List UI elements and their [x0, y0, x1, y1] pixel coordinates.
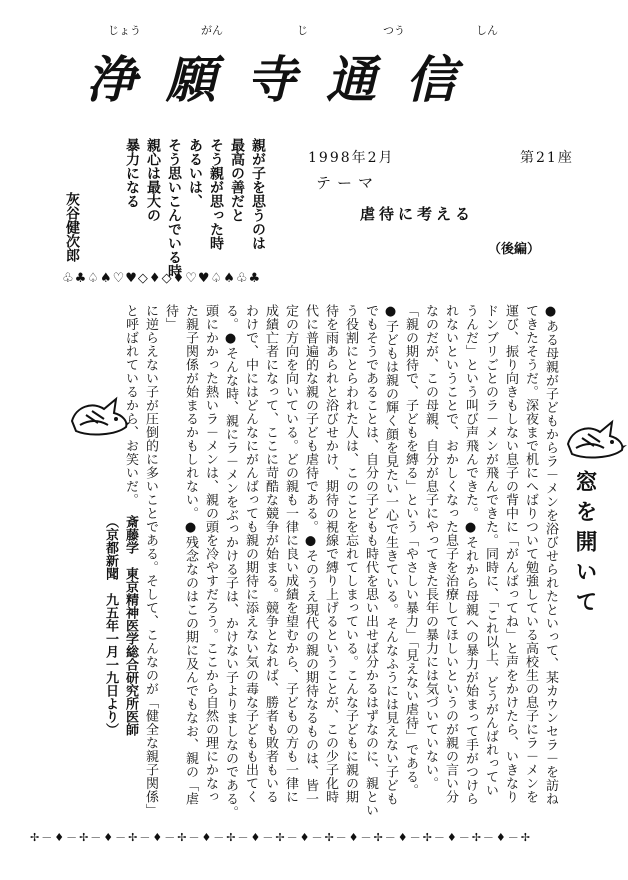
- body-line-6: れないということで、おかしくなった息子を治療してほしいというのが親の言い分: [443, 304, 458, 804]
- furigana-5: しん: [476, 24, 498, 37]
- furigana-1: じょう: [108, 24, 141, 37]
- poem-line-5: そう思いこんでいる時: [166, 138, 182, 278]
- column-title: 窓を開いて: [572, 470, 598, 620]
- body-line-4: ドンブリごとのラ－メンが飛んできた。同時に、「これ以上、どうがんばれってい: [483, 304, 498, 797]
- furigana-4: つう: [383, 24, 405, 37]
- suits-row: ♧♣♤♠♡♥◇♦◇♦♡♥♤♠♧♣: [62, 271, 262, 286]
- body-line-5: うんだ」という叫び声飛んできた。●それから母親への暴力が始まって手がつけら: [463, 304, 478, 806]
- body-line-12: 代に普遍的な親の子ども虐待である。●そのうえ現代の親の期待なるものは、皆一: [303, 304, 318, 806]
- body-line-20: と呼ばれているから、お笑いだ。: [123, 304, 138, 507]
- body-line-14: 成績亡者になって、ここに苛酷な競争が始まる。競争となれば、勝者も敗者もいる: [263, 304, 278, 804]
- poem-line-7: 暴力になる: [124, 138, 140, 208]
- poem-line-1: 親が子を思うのは: [250, 138, 266, 250]
- column-credit: [96, 515, 140, 825]
- body-line-2: てきたそうだ。深夜まで机にへばりついて勉強している高校生の息子にラ－メンを: [523, 304, 538, 804]
- furigana-3: じ: [297, 24, 308, 37]
- body-line-13: 定の方向を向いている。どの親も一律に良い成績を望むから、子どもの方も一律に: [283, 304, 298, 804]
- poem-author: 灰谷健次郎: [64, 192, 80, 262]
- body-line-16: る。●そんな時、親にラ－メンをぶっかける子は、かけない子よりましなのである。: [223, 304, 238, 819]
- body-line-10: でもそうであることは、自分の子どもも時代を思い出せば分かるはずなのに、親という役割にとらわれた人は、このことを忘れてしまっている。こんな子どもに親の期: [343, 304, 378, 817]
- body-line-1: ●ある母親が子どもからラ－メンを浴びせられたといって、某カウンセラ－を訪ね: [543, 304, 558, 806]
- body-line-18: た親子関係が始まるかもしれない。●残念なのはこの期に及んでもなお、親の「虐待」: [163, 304, 198, 806]
- theme-label: テーマ: [316, 174, 380, 192]
- body-line-3: 運び、振り向きもしない息子の背中に「がんばってね」と声をかけたら、いきなり: [503, 304, 518, 804]
- issue-number: 第21座: [520, 150, 574, 166]
- part-label: （後編）: [488, 242, 541, 257]
- poem-line-4: あるいは、: [187, 138, 203, 208]
- body-line-8: 「親の期待で、子どもを縛る」という「やさしい暴力」「見えない虐待」である。: [403, 304, 418, 797]
- credit-source: （京都新聞 九五年一月一九日より）: [103, 515, 118, 736]
- bird-icon: [562, 418, 628, 462]
- page-title: 浄願寺通信: [86, 50, 486, 109]
- poem-line-3: そう親が思った時: [208, 138, 224, 250]
- body-line-15: わけで、中にはどんなにがんばっても親の期待に添えない気の毒な子どもも出てく: [243, 304, 258, 804]
- issue-date: 1998年2月: [308, 150, 395, 166]
- poem-line-6: 親心は最大の: [145, 138, 161, 222]
- body-line-7: なのだが、この母親、自分が息子にやってきた長年の暴力には気づいていない。: [423, 304, 438, 790]
- furigana-2: がん: [201, 24, 223, 37]
- body-line-19: に逆らえない子が圧倒的に多いことである。そして、こんなのが「健全な親子関係」: [143, 304, 158, 817]
- credit-name: 斎藤学 東京精神医学総合研究所医師: [123, 515, 138, 736]
- body-line-11: 待を雨あられと浴びせかけ、期待の視線で縛り上げるということが、この少子化時: [323, 304, 338, 804]
- footer-divider: ✢－♦－✢－♦－✢－♦－✢－♦－✢－♦－✢－♦－✢－♦－✢－♦－✢－♦－✢－♦－✢: [30, 831, 532, 844]
- poem-line-2: 最高の善だと: [229, 138, 245, 222]
- body-line-9: ●子どもは親の輝く顔を見たい一心で生きている。そんなふうには見えない子ども: [383, 304, 398, 806]
- body-line-17: 頭にかかった熱いラ－メンは、親の頭を冷やすだろう。ここから自然の理にかなっ: [203, 304, 218, 804]
- theme-subject: 虐待に考える: [360, 205, 475, 223]
